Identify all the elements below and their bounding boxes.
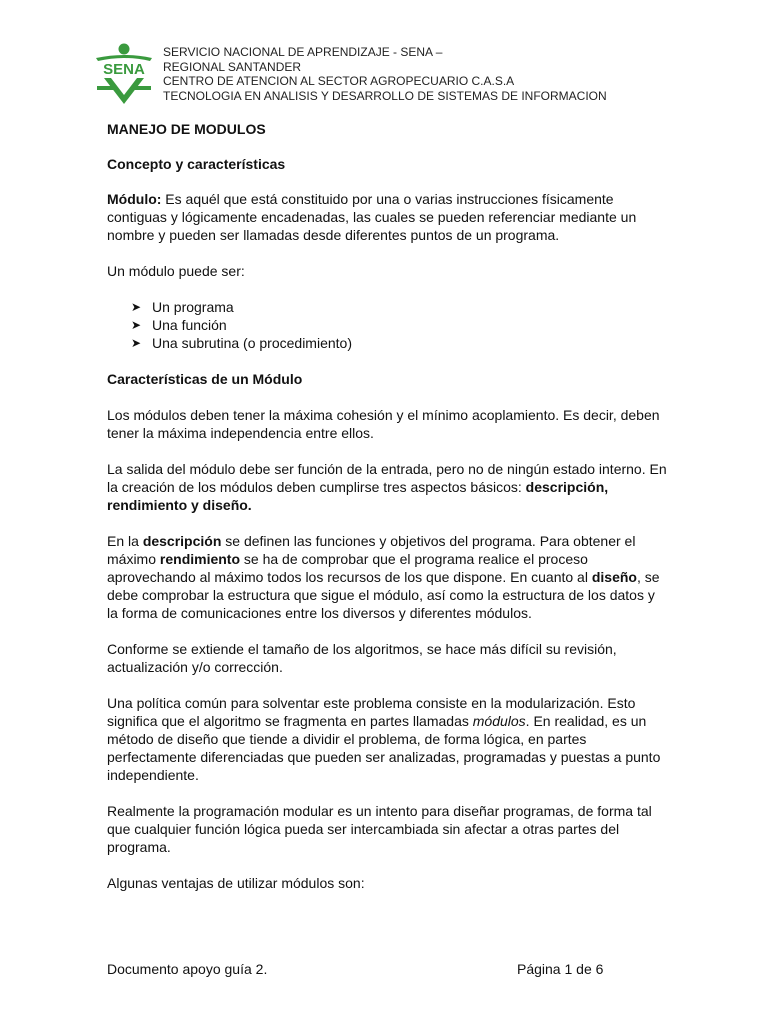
logo-text: SENA (103, 61, 145, 78)
sena-logo-icon (94, 42, 154, 106)
definition-paragraph (107, 190, 667, 244)
page-number: Página 1 de 6 (517, 961, 604, 977)
arrowhead-bullet-icon: ➤ (131, 300, 142, 314)
list-item (107, 298, 667, 316)
arrowhead-bullet-icon: ➤ (131, 318, 142, 332)
document-header (163, 45, 607, 103)
text-run: se ha de comprobar que el programa realice el proceso aprovechando al máximo todos los recursos de los que dispone. En cuanto al (107, 551, 592, 585)
text-run: En la (107, 533, 143, 549)
text-run: se definen las funciones y objetivos del programa. Para obtener el máximo (107, 533, 636, 567)
list-item-text: Una subrutina (o procedimiento) (152, 335, 352, 351)
text-run: Una política común para solventar este problema consiste en la modularización. Esto significa que el algoritmo se fragmenta en partes llamadas (107, 695, 636, 729)
bold-term: diseño (591, 569, 637, 585)
list-item-text: Un programa (152, 299, 234, 315)
paragraph-modular-programming: Realmente la programación modular es un intento para diseñar programas, de forma tal que cualquier función lógica pueda ser intercambiada sin afectar a otras partes del programa. (107, 803, 652, 855)
document-title: MANEJO DE MODULOS (107, 121, 266, 137)
paragraph-description (107, 532, 667, 622)
sena-logo (94, 42, 154, 106)
module-types-intro: Un módulo puede ser: (107, 263, 245, 279)
paragraph-cohesion: Los módulos deben tener la máxima cohesión y el mínimo acoplamiento. Es decir, deben tener la máxima independencia entre ellos. (107, 407, 660, 441)
paragraph-advantages-intro: Algunas ventajas de utilizar módulos son: (107, 875, 365, 891)
section-heading-characteristics: Características de un Módulo (107, 371, 303, 387)
document-footer (107, 961, 627, 977)
document-body (107, 120, 667, 892)
list-item (107, 316, 667, 334)
header-line: TECNOLOGIA EN ANALISIS Y DESARROLLO DE SISTEMAS DE INFORMACION (163, 88, 607, 103)
paragraph-modularization (107, 694, 667, 784)
list-item (107, 334, 667, 352)
header-line: SERVICIO NACIONAL DE APRENDIZAJE - SENA – (163, 45, 443, 59)
bold-term: descripción (142, 533, 222, 549)
text-run: . En realidad, es un método de diseño que tiende a dividir el problema, de forma lógica, en partes perfectamente diferenciadas que pueden ser analizadas, programadas y puestas a punto independiente. (107, 713, 661, 783)
section-heading-concept: Concepto y características (107, 156, 286, 172)
header-line: REGIONAL SANTANDER (163, 59, 302, 74)
bold-term: rendimiento (159, 551, 241, 567)
text-run: , se debe comprobar la estructura que sigue el módulo, así como la estructura de los datos y la forma de comunicaciones entre los diversos y diferentes módulos. (107, 569, 660, 621)
header-line: CENTRO DE ATENCION AL SECTOR AGROPECUARIO C.A.S.A (163, 74, 515, 88)
arrowhead-bullet-icon: ➤ (131, 336, 142, 350)
paragraph-size: Conforme se extiende el tamaño de los algoritmos, se hace más difícil su revisión, actualización y/o corrección. (107, 641, 617, 675)
paragraph-text: La salida del módulo debe ser función de la entrada, pero no de ningún estado interno. En la creación de los módulos deben cumplirse tres aspectos básicos: (107, 461, 667, 495)
paragraph-bold: descripción, rendimiento y diseño. (107, 479, 609, 513)
italic-term: módulos (472, 713, 526, 729)
module-types-list (107, 298, 667, 352)
definition-term: Módulo: (107, 191, 162, 207)
list-item-text: Una función (152, 317, 227, 333)
footer-document-label: Documento apoyo guía 2. (107, 961, 268, 977)
paragraph-output (107, 460, 667, 514)
definition-text: Es aquél que está constituido por una o varias instrucciones físicamente contiguas y lógicamente encadenadas, las cuales se pueden referenciar mediante un nombre y pueden ser llamadas desde diferentes puntos de un programa. (107, 191, 637, 243)
